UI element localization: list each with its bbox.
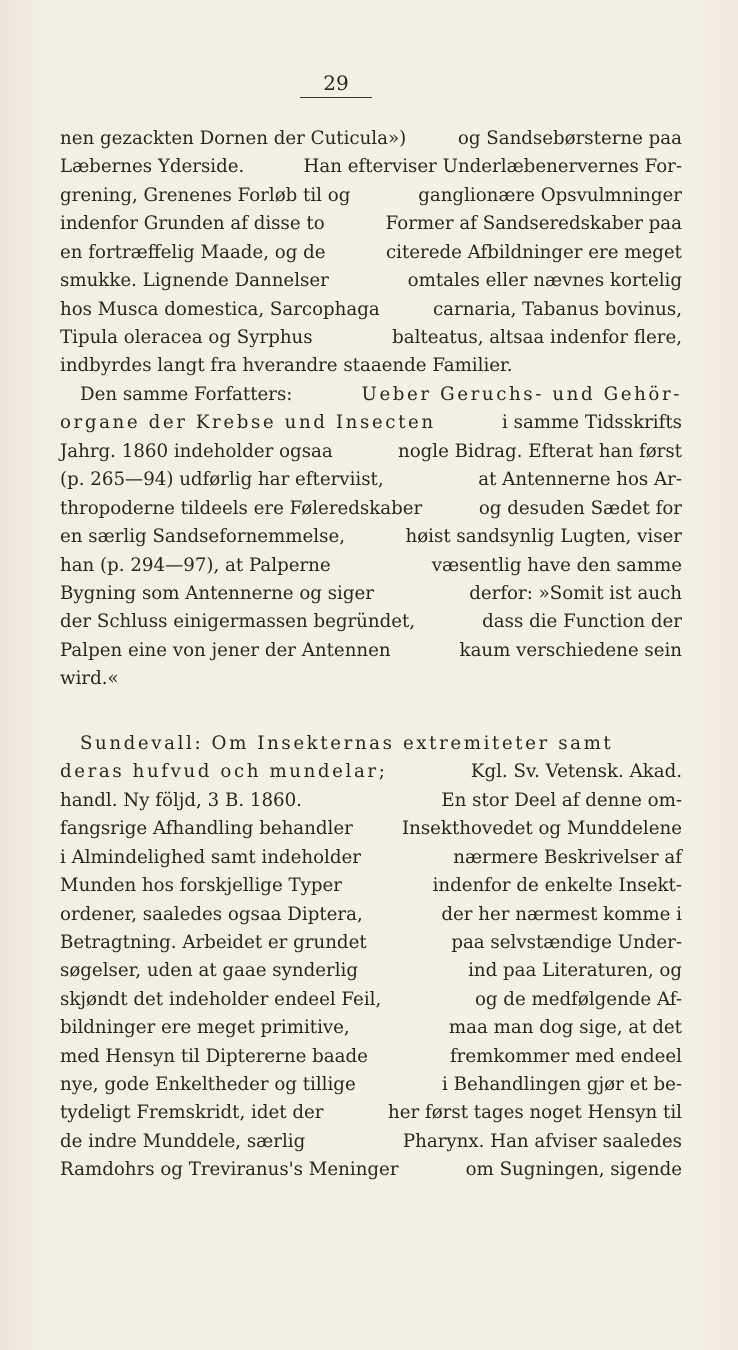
text-segment: her først tages noget Hensyn til — [388, 1102, 682, 1124]
text-segment: han (p. 294—97), at Palperne — [60, 554, 331, 576]
text-line — [60, 1014, 682, 1042]
text-segment: balteatus, altsaa indenfor flere, — [392, 326, 682, 348]
text-segment: en fortræffelig Maade, og de — [60, 241, 326, 263]
text-segment: og desuden Sædet for — [478, 497, 682, 519]
text-segment: ind paa Literaturen, og — [468, 960, 682, 982]
text-line — [60, 872, 682, 900]
text-segment: Læbernes Yderside. — [60, 156, 245, 178]
text-segment: de indre Munddele, særlig — [60, 1130, 306, 1152]
text-segment: deras hufvud och mundelar; — [60, 761, 388, 783]
text-line — [60, 787, 682, 815]
text-segment: i samme Tidsskrifts — [502, 412, 682, 434]
paragraph-sundevall — [60, 730, 682, 1185]
text-line — [60, 352, 682, 380]
text-segment: nærmere Beskrivelser af — [453, 846, 682, 868]
text-segment: Kgl. Sv. Vetensk. Akad. — [470, 761, 682, 783]
text-segment: Pharynx. Han afviser saaledes — [402, 1130, 682, 1152]
text-segment: Ueber Geruchs- und Gehör- — [361, 384, 682, 405]
text-segment: tydeligt Fremskridt, idet der — [60, 1102, 324, 1124]
text-line — [60, 986, 682, 1014]
text-segment: ganglionære Opsvulmninger — [418, 184, 682, 206]
text-segment: dass die Function der — [482, 611, 682, 633]
text-line — [60, 466, 682, 494]
text-segment: Den samme Forfatters: — [80, 384, 293, 405]
text-segment: omtales eller nævnes kortelig — [407, 270, 682, 292]
text-segment: ordener, saaledes ogsaa Diptera, — [60, 903, 363, 925]
text-segment: væsentlig have den samme — [431, 554, 682, 576]
text-segment: og de medfølgende Af- — [474, 988, 682, 1010]
text-segment: Bygning som Antennerne og siger — [60, 582, 374, 604]
text-segment: skjøndt det indeholder endeel Feil, — [60, 988, 382, 1010]
text-segment: Palpen eine von jener der Antennen — [60, 639, 391, 661]
text-segment: citerede Afbildninger ere meget — [385, 241, 682, 263]
text-line — [60, 1099, 682, 1127]
text-segment: smukke. Lignende Dannelser — [60, 270, 329, 292]
text-line — [60, 552, 682, 580]
text-line — [60, 125, 682, 153]
text-line — [60, 957, 682, 985]
text-segment: om Sugningen, sigende — [465, 1159, 682, 1181]
text-segment: nye, gode Enkeltheder og tillige — [60, 1074, 356, 1096]
text-segment: Betragtning. Arbeidet er grundet — [60, 931, 367, 953]
text-segment: derfor: »Somit ist auch — [469, 582, 682, 604]
text-segment: Munden hos forskjellige Typer — [60, 875, 343, 897]
text-segment: nogle Bidrag. Efterat han først — [397, 440, 682, 462]
text-segment: høist sandsynlig Lugten, viser — [405, 526, 682, 548]
text-segment: der Schluss einigermassen begründet, — [60, 611, 416, 633]
text-segment: søgelser, uden at gaae synderlig — [60, 960, 358, 982]
text-segment: der her nærmest komme i — [441, 903, 682, 925]
text-line — [60, 758, 682, 786]
text-segment: grening, Grenenes Forløb til og — [60, 184, 351, 206]
text-line — [60, 1156, 682, 1184]
text-line — [60, 815, 682, 843]
text-segment: Tipula oleracea og Syrphus — [60, 326, 313, 348]
text-line — [60, 239, 682, 267]
text-segment: Former af Sandseredskaber paa — [385, 213, 682, 235]
text-line — [60, 324, 682, 352]
text-segment: paa selvstændige Under- — [451, 931, 682, 953]
text-segment: handl. Ny följd, 3 B. 1860. — [60, 789, 302, 811]
text-segment: maa man dog sige, at det — [448, 1017, 682, 1039]
text-segment: organe der Krebse und Insecten — [60, 412, 436, 434]
text-segment: i Almindelighed samt indeholder — [60, 846, 361, 868]
text-line — [60, 1043, 682, 1071]
text-segment: Sundevall: Om Insekternas extremiteter samt — [80, 733, 614, 754]
text-line — [60, 730, 682, 758]
text-segment: Ramdohrs og Treviranus's Meninger — [60, 1159, 399, 1181]
text-line — [60, 409, 682, 437]
text-segment: Insekthovedet og Munddelene — [401, 818, 682, 840]
text-line — [60, 153, 682, 181]
text-segment: og Sandsebørsterne paa — [457, 128, 682, 149]
text-line — [60, 381, 682, 409]
text-line — [60, 608, 682, 636]
text-segment: nen gezackten Dornen der Cuticula») — [60, 128, 407, 149]
text-segment: wird.« — [60, 668, 119, 690]
text-line — [60, 495, 682, 523]
paragraph-geruchsorgane — [60, 381, 682, 694]
text-segment: fangsrige Afhandling behandler — [60, 818, 353, 840]
text-segment: Jahrg. 1860 indeholder ogsaa — [60, 440, 333, 462]
text-segment: i Behandlingen gjør et be- — [442, 1074, 682, 1096]
text-segment: fremkommer med endeel — [449, 1045, 682, 1067]
text-line — [60, 637, 682, 665]
text-segment: en særlig Sandsefornemmelse, — [60, 526, 345, 548]
text-segment: hos Musca domestica, Sarcophaga — [60, 298, 380, 320]
text-line — [60, 580, 682, 608]
text-line — [60, 210, 682, 238]
text-segment: thropoderne tildeels ere Føleredskaber — [60, 497, 423, 519]
text-segment: (p. 265—94) udførlig har efterviist, — [60, 469, 384, 491]
text-segment: bildninger ere meget primitive, — [60, 1017, 350, 1039]
text-line — [60, 1071, 682, 1099]
text-line — [60, 929, 682, 957]
text-segment: carnaria, Tabanus bovinus, — [432, 298, 682, 320]
text-segment: kaum verschiedene sein — [459, 639, 682, 661]
text-line — [60, 665, 682, 693]
paragraph-cuticula — [60, 125, 682, 381]
text-line — [60, 182, 682, 210]
page-number: 29 — [300, 70, 372, 98]
text-segment: at Antennerne hos Ar- — [478, 469, 682, 491]
text-line — [60, 296, 682, 324]
text-segment: En stor Deel af denne om- — [441, 789, 682, 811]
text-segment: Han efterviser Underlæbenervernes For- — [303, 156, 682, 178]
text-line — [60, 1128, 682, 1156]
text-segment: indenfor de enkelte Insekt- — [432, 875, 682, 897]
text-segment: indenfor Grunden af disse to — [60, 213, 325, 235]
text-line — [60, 523, 682, 551]
text-line — [60, 267, 682, 295]
text-segment: indbyrdes langt fra hverandre staaende Familier. — [60, 355, 513, 377]
text-line — [60, 844, 682, 872]
text-line — [60, 438, 682, 466]
text-line — [60, 901, 682, 929]
text-segment: med Hensyn til Diptererne baade — [60, 1045, 368, 1067]
